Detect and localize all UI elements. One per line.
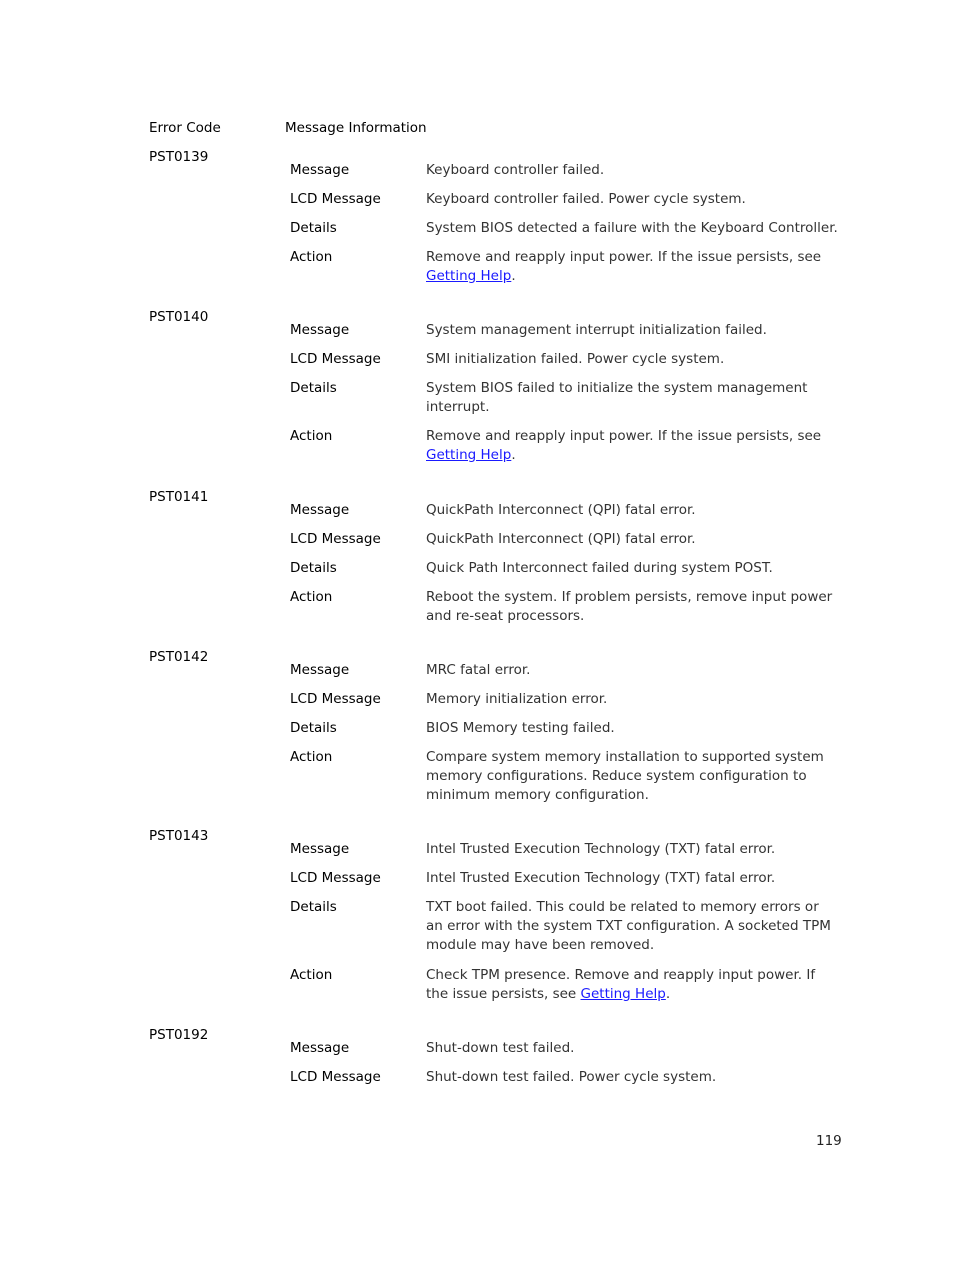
value-line: Intel Trusted Execution Technology (TXT) fatal error. (426, 870, 776, 886)
value-line: BIOS Memory testing failed. (426, 720, 615, 736)
value-line: Keyboard controller failed. (426, 162, 605, 178)
value-line: TXT boot failed. This could be related to memory errors or (426, 899, 819, 915)
error-code: PST0143 (149, 828, 209, 844)
field-value (426, 559, 836, 578)
value-line: MRC fatal error. (426, 662, 531, 678)
column-header-error-code: Error Code (149, 120, 221, 136)
value-line-with-link (426, 267, 836, 286)
field-value (426, 161, 836, 180)
value-line: interrupt. (426, 399, 490, 415)
field-value (426, 379, 836, 417)
field-label: LCD Message (290, 531, 381, 547)
link-suffix-text: . (665, 986, 671, 1002)
field-label: Action (290, 589, 333, 605)
field-value (426, 748, 836, 805)
value-line: an error with the system TXT configuration. A socketed TPM (426, 918, 831, 934)
value-line: Shut-down test failed. Power cycle system. (426, 1069, 717, 1085)
field-label: Message (290, 322, 350, 338)
field-label: Message (290, 1040, 350, 1056)
value-line: module may have been removed. (426, 937, 655, 953)
field-value (426, 248, 836, 286)
field-value (426, 321, 836, 340)
link-suffix-text: . (511, 268, 516, 284)
value-line: Compare system memory installation to supported system (426, 749, 824, 765)
value-line: System BIOS detected a failure with the Keyboard Controller. (426, 220, 838, 236)
field-label: Details (290, 720, 337, 736)
field-label: LCD Message (290, 870, 381, 886)
value-line: memory configurations. Reduce system configuration to (426, 768, 807, 784)
field-label: LCD Message (290, 1069, 381, 1085)
field-value (426, 588, 836, 626)
value-line: Remove and reapply input power. If the issue persists, see (426, 428, 822, 444)
value-line: Keyboard controller failed. Power cycle system. (426, 191, 746, 207)
value-line: System management interrupt initialization failed. (426, 322, 767, 338)
value-line: SMI initialization failed. Power cycle system. (426, 351, 725, 367)
field-label: Message (290, 162, 350, 178)
field-value (426, 898, 836, 955)
field-value (426, 1068, 836, 1087)
field-value (426, 840, 836, 859)
field-label: Details (290, 560, 337, 576)
field-label: LCD Message (290, 191, 381, 207)
error-code: PST0140 (149, 309, 209, 325)
value-line-with-link (426, 446, 836, 465)
field-label: Message (290, 502, 350, 518)
field-label: Details (290, 899, 337, 915)
value-line: Shut-down test failed. (426, 1040, 575, 1056)
getting-help-link[interactable]: Getting Help (580, 986, 666, 1002)
value-line: Memory initialization error. (426, 691, 608, 707)
field-label: LCD Message (290, 691, 381, 707)
page-number: 119 (816, 1133, 842, 1149)
value-line: Quick Path Interconnect failed during system POST. (426, 560, 773, 576)
error-code: PST0141 (149, 489, 209, 505)
field-value (426, 350, 836, 369)
field-value (426, 966, 836, 1004)
field-label: Details (290, 380, 337, 396)
field-value (426, 190, 836, 209)
table-header (149, 119, 849, 139)
value-line: QuickPath Interconnect (QPI) fatal error. (426, 531, 696, 547)
field-label: LCD Message (290, 351, 381, 367)
value-line: Reboot the system. If problem persists, remove input power (426, 589, 833, 605)
error-code: PST0192 (149, 1027, 209, 1043)
error-code: PST0142 (149, 649, 209, 665)
value-line: minimum memory configuration. (426, 787, 649, 803)
field-value (426, 661, 836, 680)
field-value (426, 719, 836, 738)
value-line: Check TPM presence. Remove and reapply input power. If (426, 967, 816, 983)
field-label: Message (290, 662, 350, 678)
field-value (426, 501, 836, 520)
field-value (426, 690, 836, 709)
field-value (426, 869, 836, 888)
value-line: QuickPath Interconnect (QPI) fatal error. (426, 502, 696, 518)
field-value (426, 219, 836, 238)
getting-help-link[interactable]: Getting Help (426, 447, 512, 463)
field-label: Message (290, 841, 350, 857)
field-label: Details (290, 220, 337, 236)
column-header-message-information: Message Information (285, 120, 427, 136)
field-value (426, 427, 836, 465)
link-prefix-text: the issue persists, see (426, 986, 581, 1002)
value-line: Intel Trusted Execution Technology (TXT) fatal error. (426, 841, 776, 857)
field-label: Action (290, 428, 333, 444)
error-code: PST0139 (149, 149, 209, 165)
value-line-with-link (426, 985, 836, 1004)
field-label: Action (290, 967, 333, 983)
field-value (426, 530, 836, 549)
value-line: System BIOS failed to initialize the system management (426, 380, 808, 396)
field-label: Action (290, 249, 333, 265)
getting-help-link[interactable]: Getting Help (426, 268, 512, 284)
value-line: and re-seat processors. (426, 608, 585, 624)
link-suffix-text: . (511, 447, 516, 463)
field-label: Action (290, 749, 333, 765)
value-line: Remove and reapply input power. If the issue persists, see (426, 249, 822, 265)
field-value (426, 1039, 836, 1058)
